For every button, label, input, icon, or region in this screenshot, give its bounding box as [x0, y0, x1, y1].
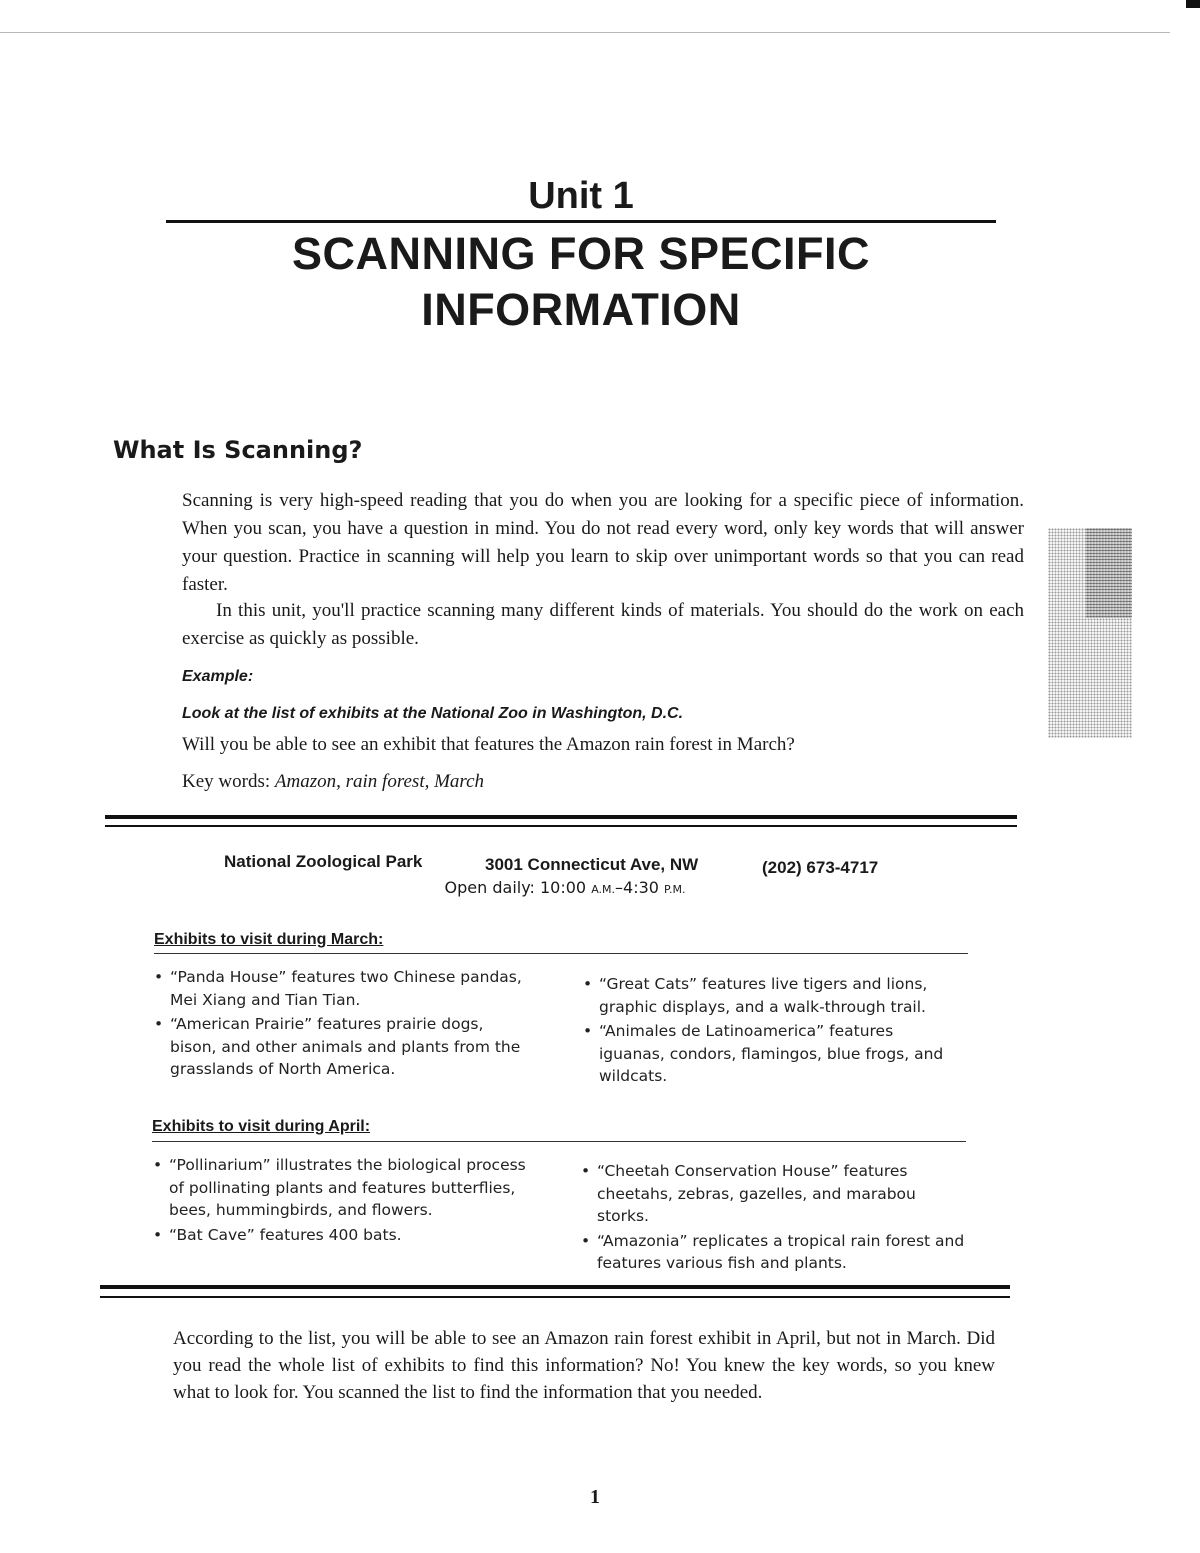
box-bottom-rule-thin [100, 1296, 1010, 1298]
keywords-label: Key words: [182, 771, 271, 792]
scan-corner-mark [1186, 0, 1200, 8]
box-top-rule-thick [105, 815, 1017, 819]
page-title [0, 226, 1162, 338]
bullet-icon: • [583, 1022, 593, 1040]
title-rule [166, 220, 996, 223]
march-heading: Exhibits to visit during March: [154, 931, 384, 948]
bullet-icon: • [153, 1156, 163, 1174]
bullet-icon: • [154, 968, 164, 986]
page-number: 1 [590, 1486, 600, 1508]
march-list-right [582, 973, 962, 1090]
hours-sep: –4:30 [615, 878, 665, 897]
list-item [582, 1020, 962, 1088]
bullet-icon: • [581, 1231, 591, 1250]
section-heading: What Is Scanning? [113, 436, 363, 464]
unit-label: Unit 1 [528, 175, 634, 217]
box-top-rule-thin [105, 825, 1017, 827]
zoo-name: National Zoological Park [224, 852, 423, 871]
list-item [580, 1230, 965, 1275]
april-heading: Exhibits to visit during April: [152, 1118, 371, 1135]
april-list-right [580, 1160, 965, 1277]
exhibit-text: “Pollinarium” illustrates the biological process of pollinating plants and features butterflies, bees, hummingbirds, and flowers. [169, 1156, 526, 1219]
scan-edge-line [0, 32, 1170, 33]
zoo-hours [0, 878, 1130, 897]
march-rule [154, 953, 968, 954]
april-list-left [152, 1154, 544, 1248]
hours-pm: P.M. [664, 883, 686, 896]
exhibit-text: “Animales de Latinoamerica” features iguanas, condors, flamingos, blue frogs, and wildcats. [599, 1022, 944, 1085]
april-rule [152, 1141, 966, 1142]
exhibit-text: “Amazonia” replicates a tropical rain forest and features various fish and plants. [597, 1231, 965, 1272]
bullet-icon: • [583, 975, 593, 993]
example-instruction: Look at the list of exhibits at the National Zoo in Washington, D.C. [182, 705, 684, 722]
box-bottom-rule-thick [100, 1285, 1010, 1289]
exhibit-text: “Panda House” features two Chinese pandas, Mei Xiang and Tian Tian. [170, 968, 522, 1009]
list-item [582, 973, 962, 1018]
bullet-icon: • [581, 1162, 591, 1180]
list-item [580, 1160, 965, 1228]
closing-paragraph: According to the list, you will be able to see an Amazon rain forest exhibit in April, but not in March. Did you read the whole list of exhibits to find this information? No! You knew the key words, so you knew what to look for. You scanned the list to find the information that you needed. [173, 1328, 995, 1403]
exhibit-text: “Cheetah Conservation House” features cheetahs, zebras, gazelles, and marabou storks. [597, 1162, 916, 1225]
example-label: Example: [182, 668, 254, 685]
bullet-icon: • [154, 1015, 164, 1033]
intro-paragraph-2: In this unit, you'll practice scanning many different kinds of materials. You should do the work on each exercise as quickly as possible. [182, 600, 1024, 649]
list-item [152, 1224, 544, 1247]
example-keywords [182, 771, 484, 793]
keywords-value: Amazon, rain forest, March [274, 771, 485, 792]
page-title-line-2: INFORMATION [421, 284, 741, 335]
list-item [153, 966, 523, 1011]
zoo-phone: (202) 673-4717 [762, 858, 879, 877]
list-item [152, 1154, 544, 1222]
example-question: Will you be able to see an exhibit that features the Amazon rain forest in March? [182, 734, 795, 755]
page-title-line-1: SCANNING FOR SPECIFIC [291, 228, 871, 279]
march-list-left [153, 966, 523, 1083]
hours-label: Open daily: 10:00 [444, 878, 592, 897]
exhibit-text: “Great Cats” features live tigers and lions, graphic displays, and a walk-through trail. [599, 975, 928, 1016]
bullet-icon: • [153, 1225, 163, 1244]
exhibit-text: “Bat Cave” features 400 bats. [169, 1225, 402, 1244]
hours-am: A.M. [591, 883, 616, 896]
scan-halftone-artifact-dark [1086, 528, 1132, 618]
intro-paragraph-1: Scanning is very high-speed reading that you do when you are looking for a specific piece of information. When you scan, you have a question in mind. You do not read every word, only key words that will answer your question. Practice in scanning will help you learn to skip over unimportant words so that you can read faster. [182, 490, 1024, 595]
exhibit-text: “American Prairie” features prairie dogs, bison, and other animals and plants from the grasslands of North America. [170, 1015, 521, 1078]
list-item [153, 1013, 523, 1081]
zoo-address: 3001 Connecticut Ave, NW [485, 855, 699, 874]
